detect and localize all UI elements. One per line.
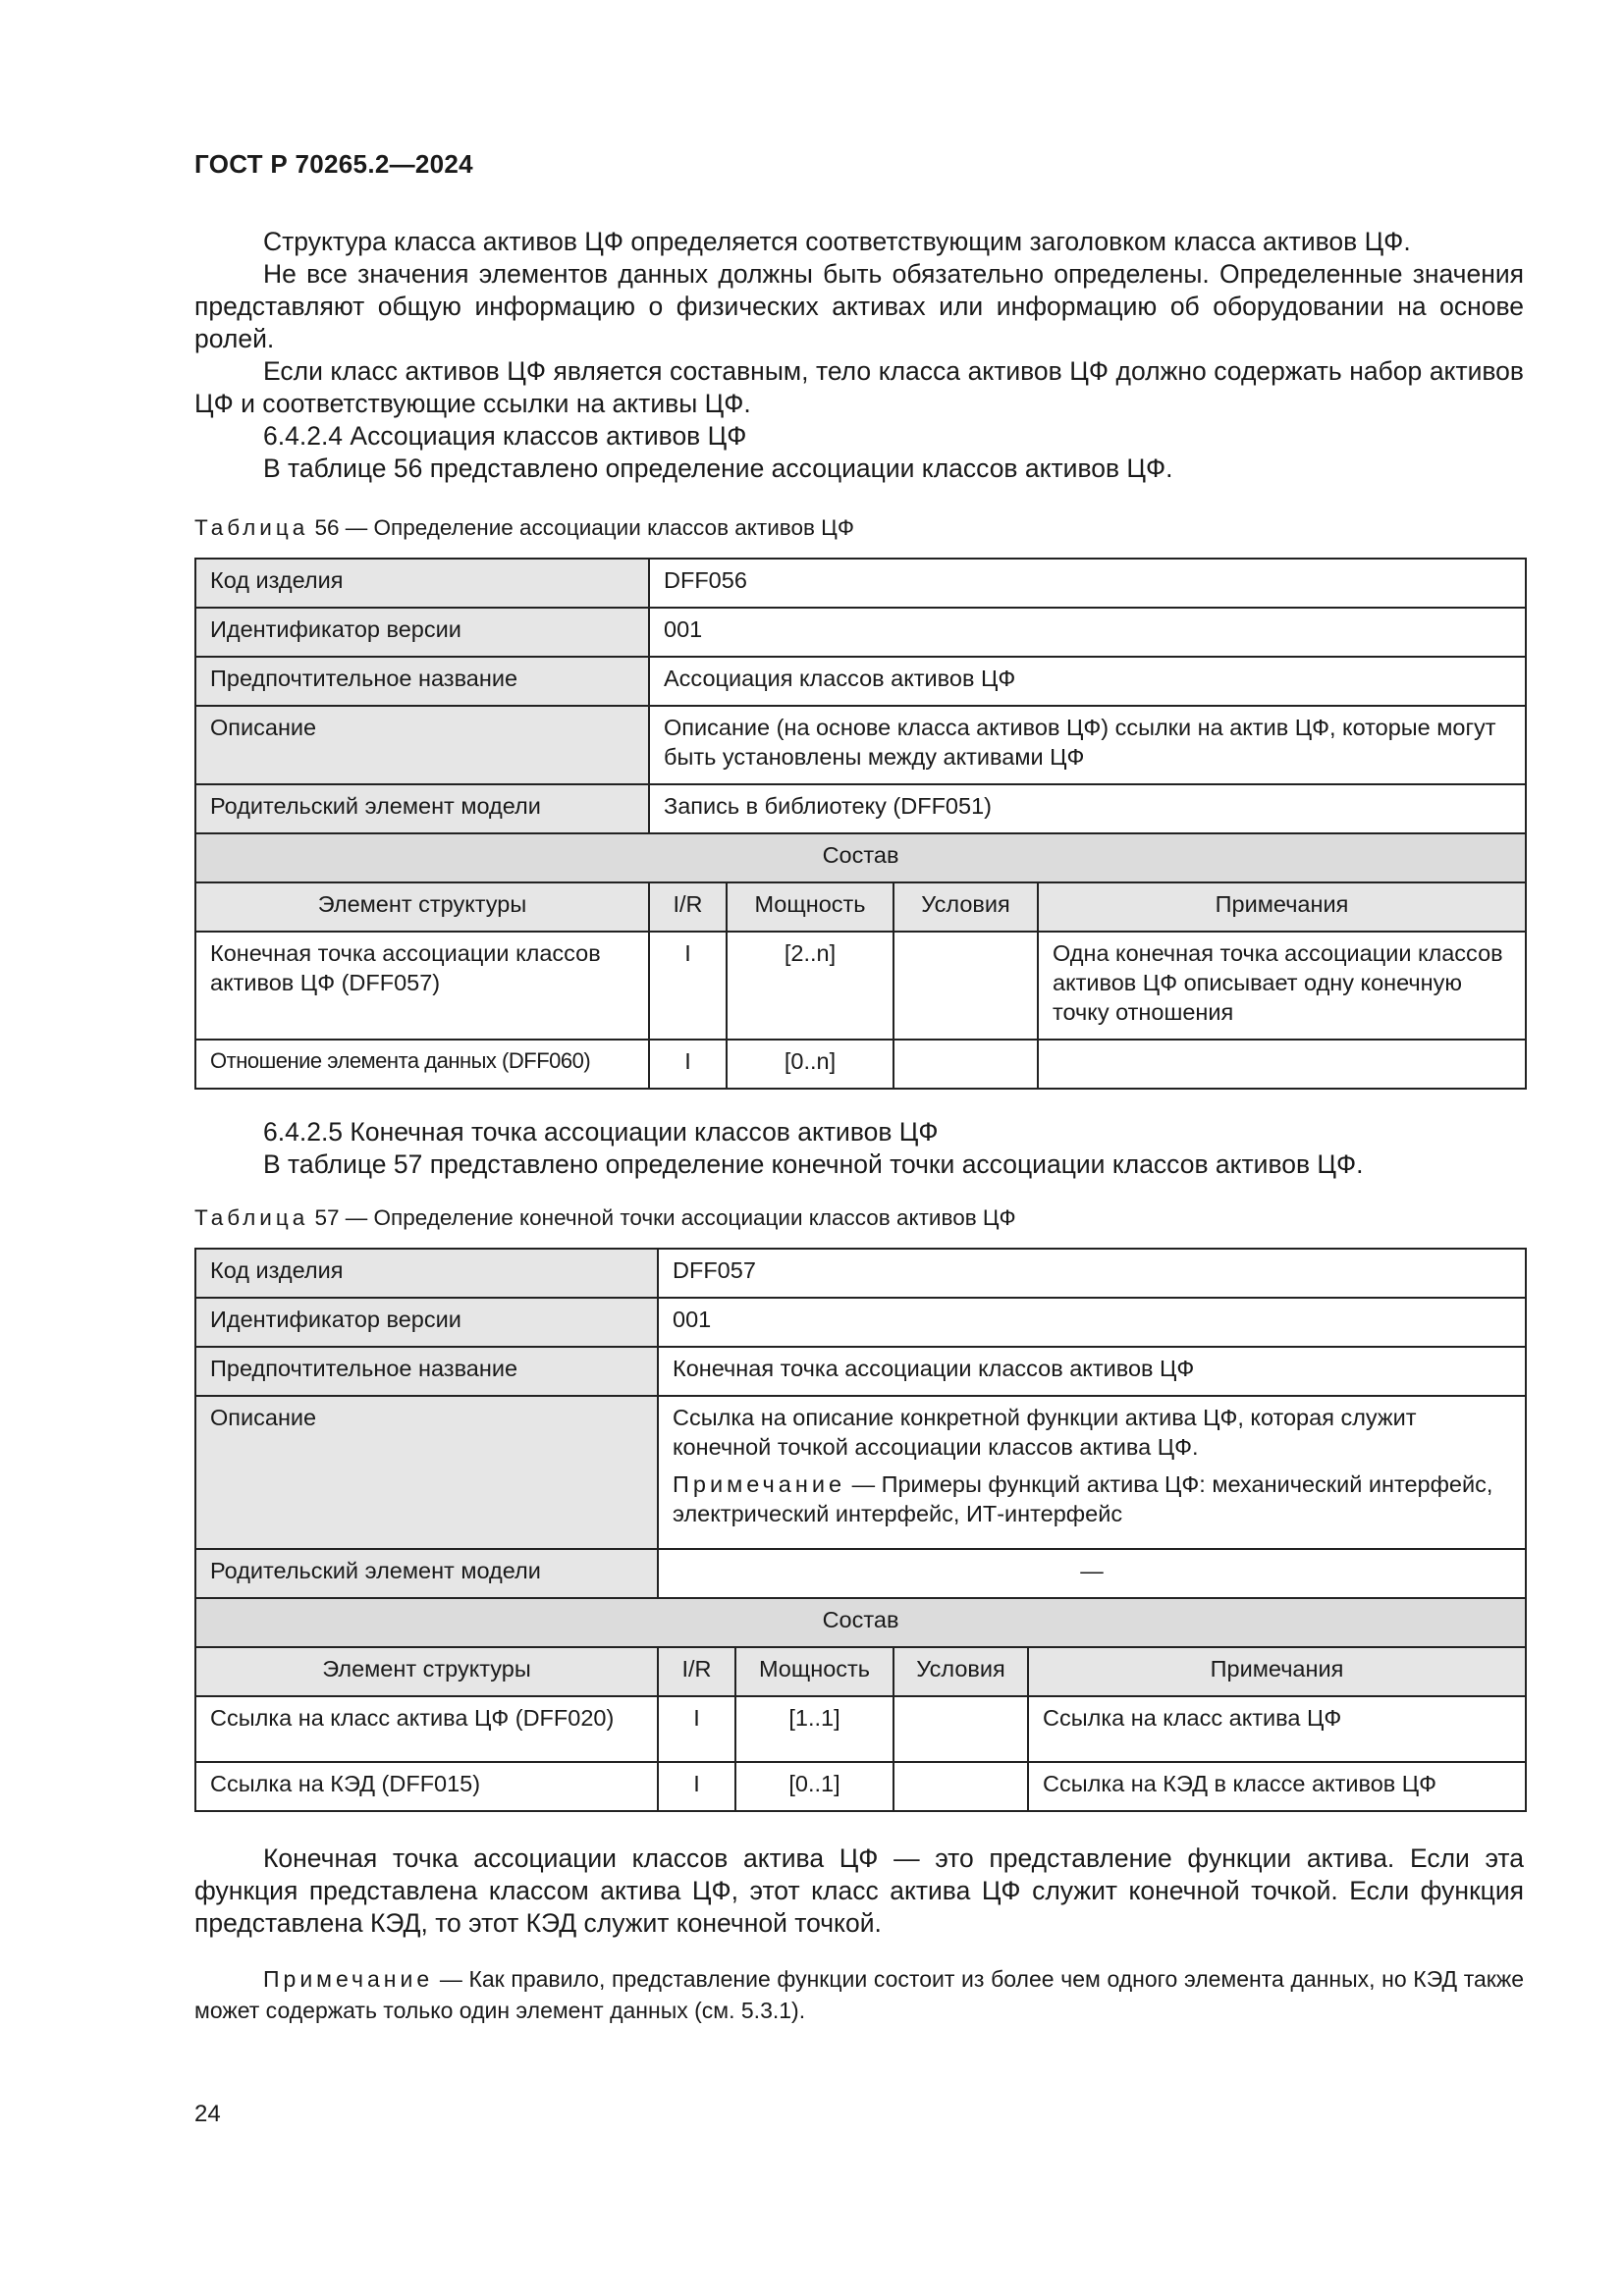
cell-conditions (893, 1696, 1028, 1762)
cell-element: Ссылка на класс актива ЦФ (DFF020) (195, 1696, 658, 1762)
description-note: Примечание — Примеры функций актива ЦФ: механический интерфейс, электрический интерфейс, ИТ-интерфейс (673, 1471, 1493, 1526)
note-text: — Как правило, представление функции состоит из более чем одного элемента данных, но КЭД также может содержать только один элемент данных (см. 5.3.1). (194, 1966, 1525, 2023)
cell-notes: Ссылка на КЭД в классе активов ЦФ (1028, 1762, 1526, 1811)
column-header: Элемент структуры (195, 1647, 658, 1696)
field-label: Описание (195, 706, 649, 784)
column-header: Примечания (1038, 882, 1526, 932)
paragraph: В таблице 56 представлено определение ассоциации классов активов ЦФ. (263, 454, 1173, 483)
cell-ir: I (649, 932, 727, 1040)
cell-notes: Одна конечная точка ассоциации классов активов ЦФ описывает одну конечную точку отношения (1038, 932, 1526, 1040)
cell-conditions (893, 932, 1038, 1040)
column-header: I/R (649, 882, 727, 932)
field-value: Конечная точка ассоциации классов активов ЦФ (658, 1347, 1526, 1396)
field-value: Описание (на основе класса активов ЦФ) ссылки на актив ЦФ, которые могут быть установлены между активами ЦФ (649, 706, 1526, 784)
closing-text (194, 1842, 1524, 1940)
cell-conditions (893, 1762, 1028, 1811)
field-value: Запись в библиотеку (DFF051) (649, 784, 1526, 833)
field-value: Ассоциация классов активов ЦФ (649, 657, 1526, 706)
cell-element: Ссылка на КЭД (DFF015) (195, 1762, 658, 1811)
field-label: Идентификатор версии (195, 1298, 658, 1347)
field-value: DFF056 (649, 559, 1526, 608)
field-value-description (658, 1396, 1526, 1549)
cell-cardinality: [0..1] (735, 1762, 893, 1811)
column-header: Условия (893, 882, 1038, 932)
field-value: — (658, 1549, 1526, 1598)
cell-cardinality: [1..1] (735, 1696, 893, 1762)
table-56 (194, 558, 1527, 1090)
cell-ir: I (658, 1762, 735, 1811)
field-value: 001 (649, 608, 1526, 657)
composition-header: Состав (195, 1598, 1526, 1647)
table-row (195, 1762, 1526, 1811)
field-value: 001 (658, 1298, 1526, 1347)
column-header: Элемент структуры (195, 882, 649, 932)
paragraph: Структура класса активов ЦФ определяется соответствующим заголовком класса активов ЦФ. (263, 227, 1411, 256)
field-label: Родительский элемент модели (195, 784, 649, 833)
field-label: Описание (195, 1396, 658, 1549)
intro-text (194, 226, 1524, 485)
description-text: Ссылка на описание конкретной функции актива ЦФ, которая служит конечной точкой ассоциации классов актива ЦФ. (673, 1405, 1417, 1460)
cell-element: Конечная точка ассоциации классов активов ЦФ (DFF057) (195, 932, 649, 1040)
footnote (194, 1963, 1524, 2026)
field-label: Предпочтительное название (195, 657, 649, 706)
field-label: Предпочтительное название (195, 1347, 658, 1396)
page-number: 24 (194, 2101, 221, 2127)
field-label: Код изделия (195, 1249, 658, 1298)
section-heading: 6.4.2.4 Ассоциация классов активов ЦФ (263, 421, 747, 451)
cell-conditions (893, 1040, 1038, 1089)
cell-ir: I (649, 1040, 727, 1089)
column-header: I/R (658, 1647, 735, 1696)
column-header: Мощность (727, 882, 893, 932)
note-label: Примечание (263, 1966, 434, 1992)
cell-cardinality: [0..n] (727, 1040, 893, 1089)
table-57 (194, 1248, 1527, 1812)
cell-notes: Ссылка на класс актива ЦФ (1028, 1696, 1526, 1762)
section-heading: 6.4.2.5 Конечная точка ассоциации классов активов ЦФ (263, 1117, 939, 1147)
field-label: Родительский элемент модели (195, 1549, 658, 1598)
table-row (195, 1040, 1526, 1089)
paragraph: В таблице 57 представлено определение конечной точки ассоциации классов активов ЦФ. (263, 1149, 1364, 1179)
paragraph: Если класс активов ЦФ является составным, тело класса активов ЦФ должно содержать набор активов ЦФ и соответствующие ссылки на активы ЦФ. (194, 356, 1524, 418)
field-label: Код изделия (195, 559, 649, 608)
table-row (195, 932, 1526, 1040)
cell-notes (1038, 1040, 1526, 1089)
field-label: Идентификатор версии (195, 608, 649, 657)
cell-element: Отношение элемента данных (DFF060) (195, 1040, 649, 1089)
section-6425 (194, 1116, 1524, 1181)
paragraph: Конечная точка ассоциации классов актива ЦФ — это представление функции актива. Если эта функция представлена классом актива ЦФ, этот класс актива ЦФ служит конечной точкой. Если функция представлена КЭД, то этот КЭД служит конечной точкой. (194, 1843, 1524, 1938)
column-header: Условия (893, 1647, 1028, 1696)
cell-cardinality: [2..n] (727, 932, 893, 1040)
table-57-caption: Таблица 57 — Определение конечной точки ассоциации классов активов ЦФ (194, 1205, 1016, 1230)
table-row (195, 1696, 1526, 1762)
table-56-caption: Таблица 56 — Определение ассоциации классов активов ЦФ (194, 515, 854, 540)
column-header: Примечания (1028, 1647, 1526, 1696)
standard-header: ГОСТ Р 70265.2—2024 (194, 149, 473, 179)
cell-ir: I (658, 1696, 735, 1762)
composition-header: Состав (195, 833, 1526, 882)
field-value: DFF057 (658, 1249, 1526, 1298)
column-header: Мощность (735, 1647, 893, 1696)
paragraph: Не все значения элементов данных должны быть обязательно определены. Определенные значения представляют общую информацию о физических активах или информацию об оборудовании на основе ролей. (194, 259, 1524, 353)
